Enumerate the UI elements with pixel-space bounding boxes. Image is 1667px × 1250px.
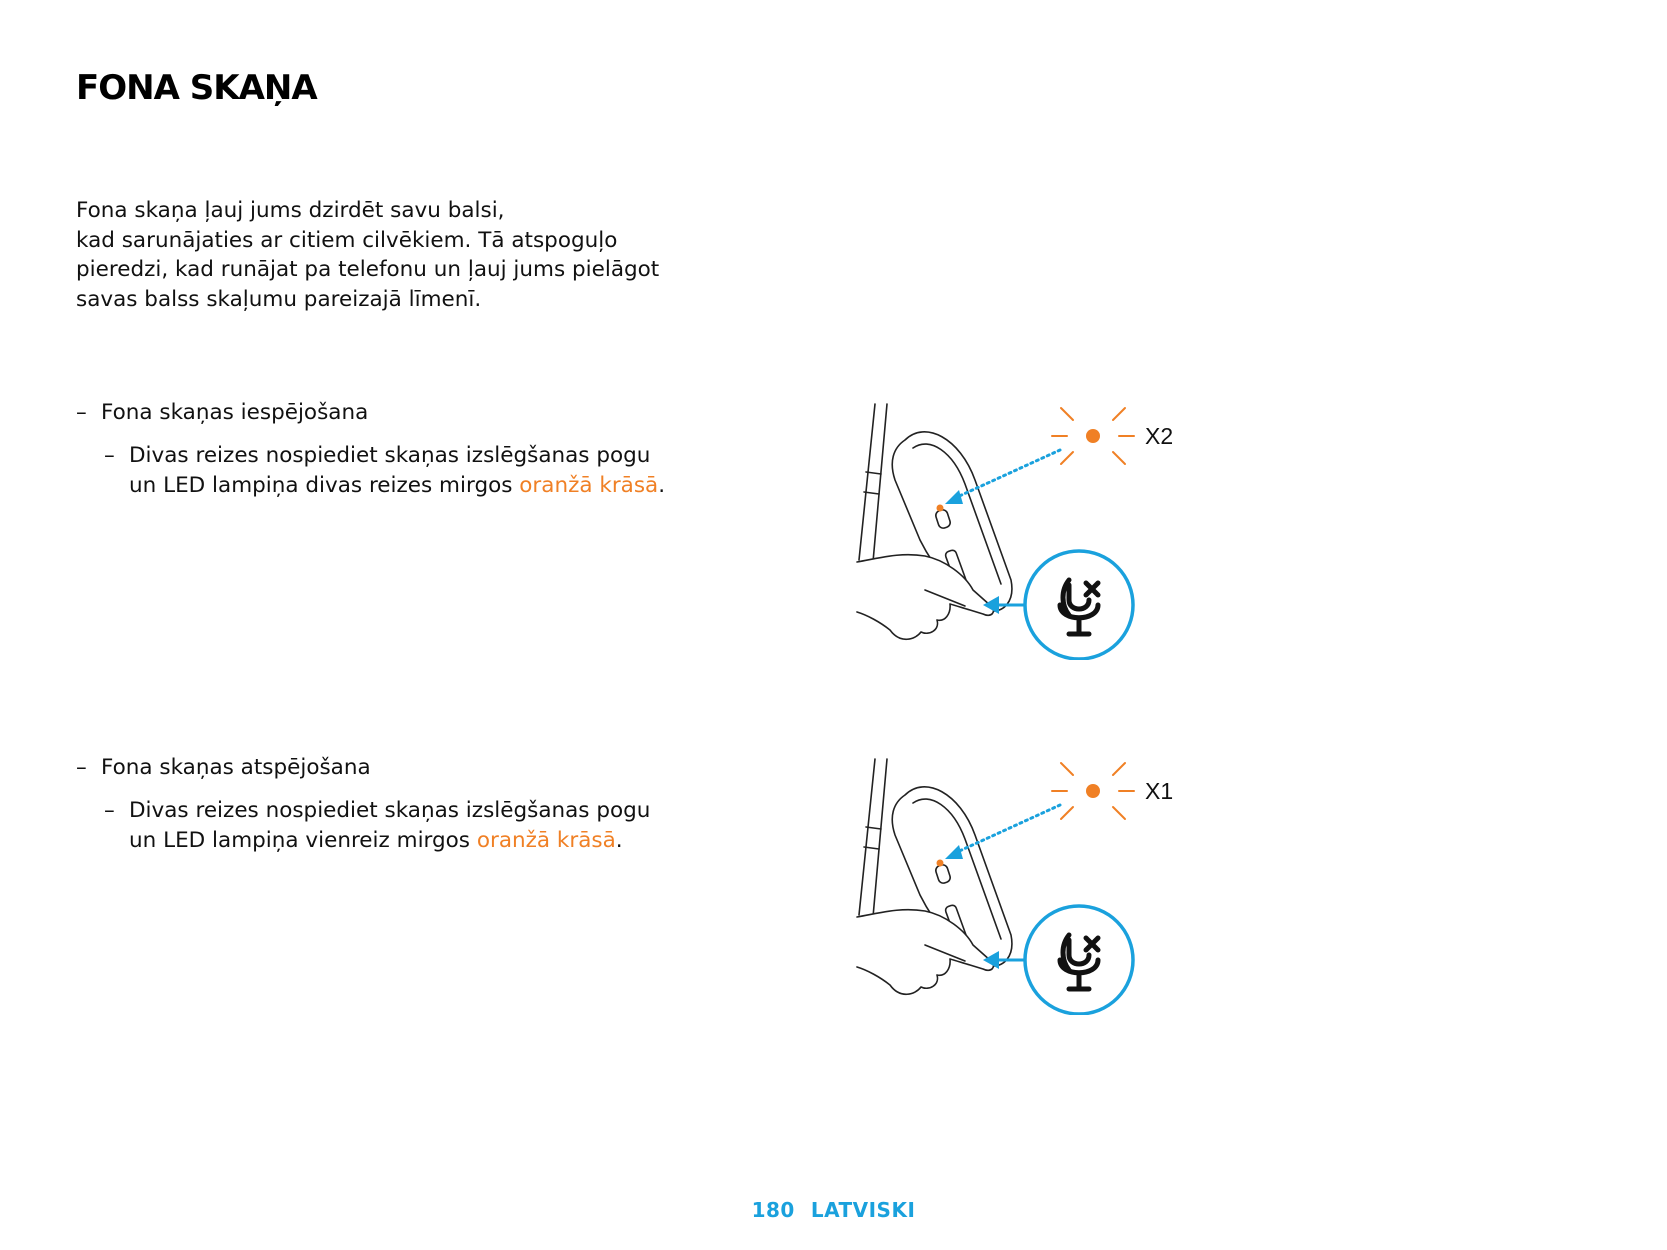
orange-color-text: oranžā krāsā: [476, 827, 616, 853]
page-number: 180: [751, 1198, 795, 1222]
mute-mic-icon: [1025, 906, 1133, 1014]
orange-color-text: oranžā krāsā: [519, 472, 659, 498]
blink-count-label: X1: [1145, 778, 1174, 804]
intro-line: savas balss skaļumu pareizajā līmenī.: [76, 286, 482, 312]
led-blink-icon: [1052, 763, 1134, 819]
mute-mic-icon: [1025, 551, 1133, 659]
intro-line: pieredzi, kad runājat pa telefonu un ļauj jums pielāgot: [76, 257, 660, 282]
page-footer: [0, 1198, 1667, 1222]
step-disable: – Divas reizes nospiediet skaņas izslēgšanas pogu un LED lampiņa vienreiz mirgos oranžā krāsā.: [104, 798, 651, 853]
illustration-enable: [855, 400, 1235, 660]
footer-language: LATVISKI: [810, 1198, 916, 1222]
hand-illustration: [857, 555, 993, 640]
section-heading-enable: – Fona skaņas iespējošana: [76, 400, 369, 425]
blink-count-label: X2: [1145, 423, 1174, 449]
section-heading-disable: – Fona skaņas atspējošana: [76, 755, 371, 780]
led-dot: [937, 505, 944, 512]
intro-line: Fona skaņa ļauj jums dzirdēt savu balsi,: [76, 198, 505, 223]
step-enable: – Divas reizes nospiediet skaņas izslēgšanas pogu un LED lampiņa divas reizes mirgos oranžā krāsā.: [104, 443, 666, 498]
intro-line: kad sarunājaties ar citiem cilvēkiem. Tā atspoguļo: [76, 227, 618, 253]
illustration-disable: [855, 755, 1235, 1015]
page-title: FONA SKAŅA: [76, 68, 317, 108]
intro-paragraph: [76, 196, 716, 314]
led-dot: [937, 860, 944, 867]
led-blink-icon: [1052, 408, 1134, 464]
hand-illustration: [857, 910, 993, 995]
